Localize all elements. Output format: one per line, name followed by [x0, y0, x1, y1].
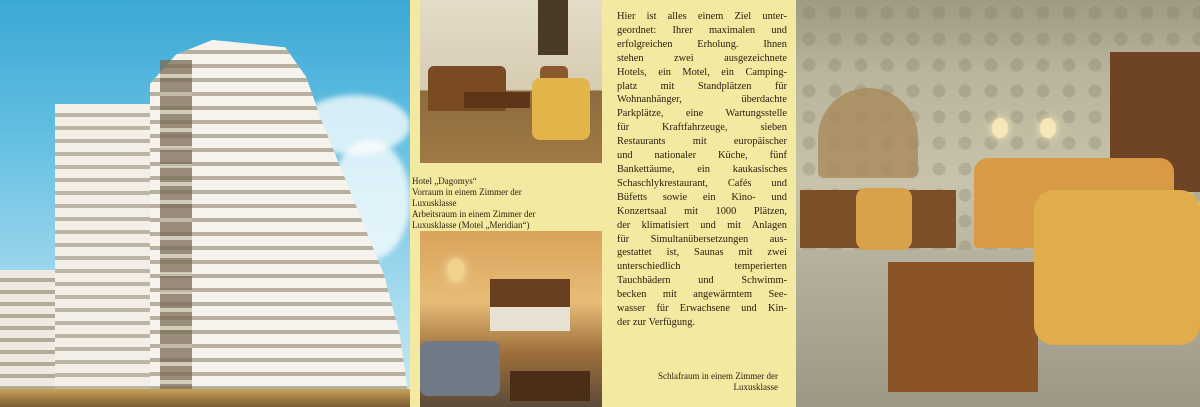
- caption-line: Schlafraum in einem Zimmer der: [658, 371, 778, 381]
- bedroom-photo: [796, 0, 1200, 407]
- workroom-photo: [420, 231, 602, 407]
- interior-photos-panel: [412, 0, 602, 407]
- body-text-line: der zur Verfügung.: [617, 316, 695, 328]
- body-text-line: Hier ist alles einem Ziel unter-: [617, 11, 787, 22]
- mirror: [818, 88, 918, 178]
- wall-lamp: [448, 259, 464, 281]
- body-text-line: Büfetts sowie ein Kino- und: [617, 191, 787, 203]
- wall-lamp: [992, 118, 1008, 138]
- tower-window-column: [160, 60, 192, 407]
- body-text-line: Bankettäume, ein kaukasisches: [617, 163, 787, 175]
- body-text-line: und nationaler Küche, fünf: [617, 150, 787, 162]
- body-text: [617, 10, 787, 330]
- kitchen-backsplash: [490, 307, 570, 331]
- body-text-line: für Simultanübersetzungen aus-: [617, 233, 787, 245]
- body-text-line: Wohnanhänger, überdachte: [617, 94, 787, 106]
- chair: [856, 188, 912, 250]
- caption-line: Vorraum in einem Zimmer der: [412, 187, 522, 197]
- body-text-line: Parkplätze, eine Wartungsstelle: [617, 108, 787, 120]
- body-text-line: Konzertsaal mit 1000 Plätzen,: [617, 205, 787, 217]
- body-text-line: unterschiedlich temperierten: [617, 261, 787, 273]
- side-building: [0, 270, 60, 407]
- caption-anteroom: [412, 176, 602, 231]
- wall-lamp: [1040, 118, 1056, 138]
- staircase: [538, 0, 568, 55]
- body-text-line: der klimatisiert und mit Anlagen: [617, 219, 787, 231]
- caption-line: Luxusklasse: [412, 198, 457, 208]
- anteroom-photo: [420, 0, 602, 163]
- armchair-yellow: [532, 78, 590, 140]
- caption-line: Arbeitsraum in einem Zimmer der: [412, 209, 536, 219]
- caption-line: Luxusklasse (Motel „Meridian“): [412, 220, 530, 230]
- body-text-line: Schaschlykrestaurant, Cafés und: [617, 177, 787, 189]
- caption-bedroom: [658, 371, 778, 393]
- ground: [0, 389, 410, 407]
- body-text-line: Hotels, ein Motel, ein Camping-: [617, 66, 787, 78]
- caption-line: Hotel „Dagomys“: [412, 176, 477, 186]
- hotel-tower-photo: [0, 0, 410, 407]
- body-text-line: für Kraftfahrzeuge, sieben: [617, 122, 787, 134]
- caption-line: Luxusklasse: [733, 382, 778, 392]
- table: [510, 371, 590, 401]
- armchair: [1034, 190, 1200, 345]
- body-text-line: becken mit angewärmtem See-: [617, 289, 787, 301]
- body-text-line: Restaurants mit europäischer: [617, 136, 787, 148]
- coffee-table: [464, 92, 530, 108]
- body-text-line: stehen zwei ausgezeichnete: [617, 52, 787, 64]
- body-text-line: gestattet ist, Saunas mit zwei: [617, 247, 787, 259]
- sofa: [420, 341, 500, 396]
- body-text-line: wasser für Erwachsene und Kin-: [617, 303, 787, 315]
- kitchen-cabinets-upper: [490, 279, 570, 307]
- body-text-line: geordnet: Ihrer maximalen und: [617, 24, 787, 36]
- text-panel: [604, 0, 794, 407]
- coffee-table: [888, 262, 1038, 392]
- body-text-line: erfolgreichen Erholung. Ihnen: [617, 38, 787, 50]
- body-text-line: Tauchbädern und Schwimm-: [617, 275, 787, 287]
- body-text-line: platz mit Standplätzen für: [617, 80, 787, 92]
